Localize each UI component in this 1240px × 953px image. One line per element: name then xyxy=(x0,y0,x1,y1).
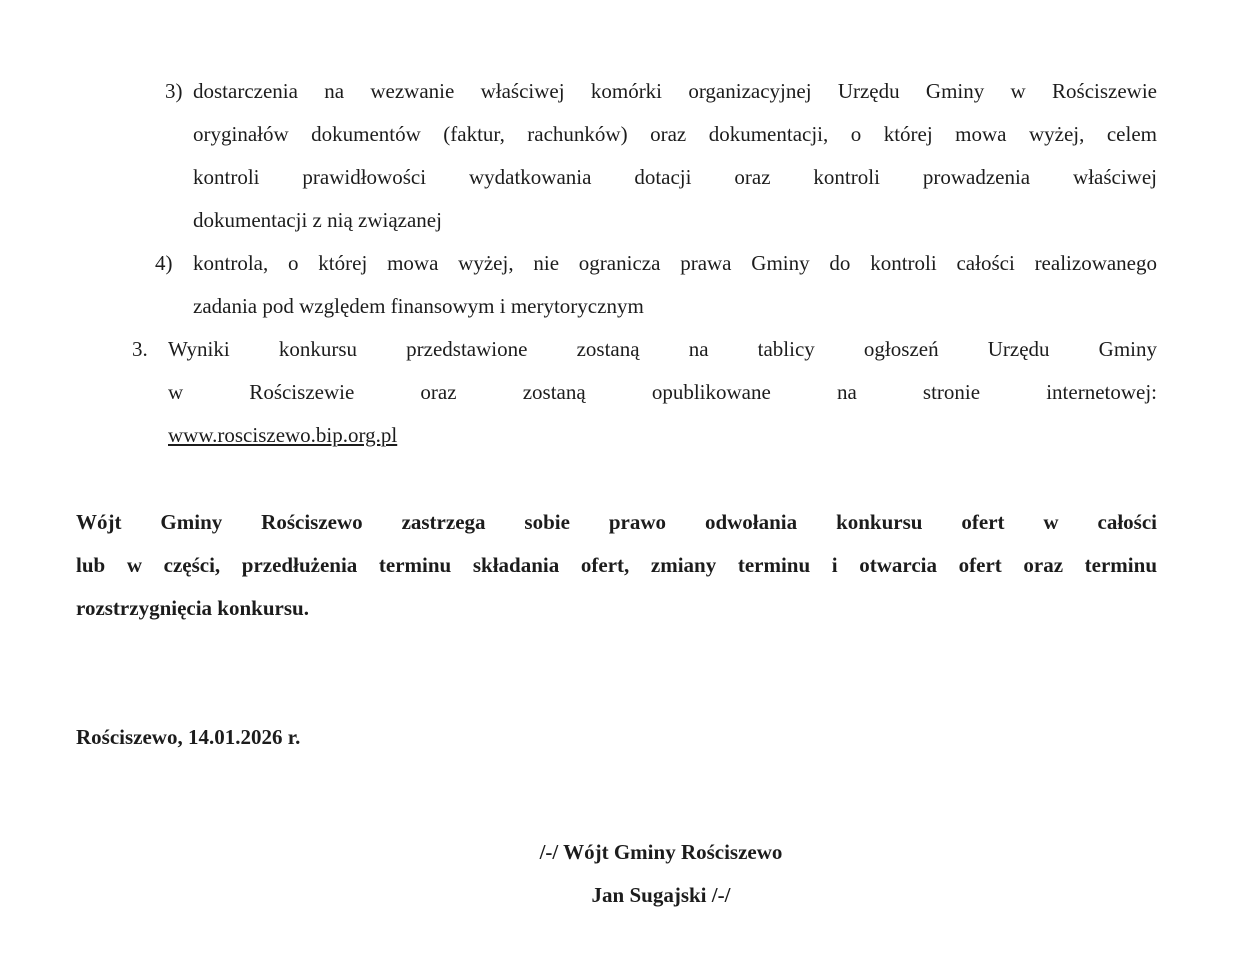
signature-title: /-/ Wójt Gminy Rościszewo xyxy=(539,840,783,864)
signature-block xyxy=(82,831,1240,917)
text-line: Wyniki konkursu przedstawione zostaną na tablicy ogłoszeń Urzędu Gminy xyxy=(168,337,1157,361)
list-marker-3: 3) xyxy=(165,79,183,103)
text-line: kontrola, o której mowa wyżej, nie ogranicza prawa Gminy do kontroli całości realizowanego xyxy=(193,251,1157,275)
text-line: Wójt Gminy Rościszewo zastrzega sobie prawo odwołania konkursu ofert w całości xyxy=(76,510,1157,534)
text-line: w Rościszewie oraz zostaną opublikowane na stronie internetowej: xyxy=(168,380,1157,404)
text-line: zadania pod względem finansowym i merytorycznym xyxy=(193,294,644,318)
text-line: lub w części, przedłużenia terminu składania ofert, zmiany terminu i otwarcia ofert oraz terminu xyxy=(76,553,1157,577)
text-line: kontroli prawidłowości wydatkowania dotacji oraz kontroli prowadzenia właściwej xyxy=(193,165,1157,189)
list-item-3 xyxy=(165,70,1157,242)
text-line: rozstrzygnięcia konkursu. xyxy=(76,596,309,620)
list-item-4 xyxy=(155,242,1157,328)
website-link[interactable]: www.rosciszewo.bip.org.pl xyxy=(168,423,398,447)
reservation-paragraph xyxy=(76,501,1157,630)
text-line xyxy=(168,414,1157,457)
document-body xyxy=(0,70,1240,917)
place-and-date: Rościszewo, 14.01.2026 r. xyxy=(76,725,301,749)
text-line: oryginałów dokumentów (faktur, rachunków) oraz dokumentacji, o której mowa wyżej, celem xyxy=(193,122,1157,146)
signature-name: Jan Sugajski /-/ xyxy=(591,883,731,907)
list-marker-4: 4) xyxy=(155,251,173,275)
text-line: dostarczenia na wezwanie właściwej komórki organizacyjnej Urzędu Gminy w Rościszewie xyxy=(193,79,1157,103)
numbered-item-3 xyxy=(132,328,1157,457)
numbered-marker-3: 3. xyxy=(132,337,148,361)
text-line: dokumentacji z nią związanej xyxy=(193,208,442,232)
